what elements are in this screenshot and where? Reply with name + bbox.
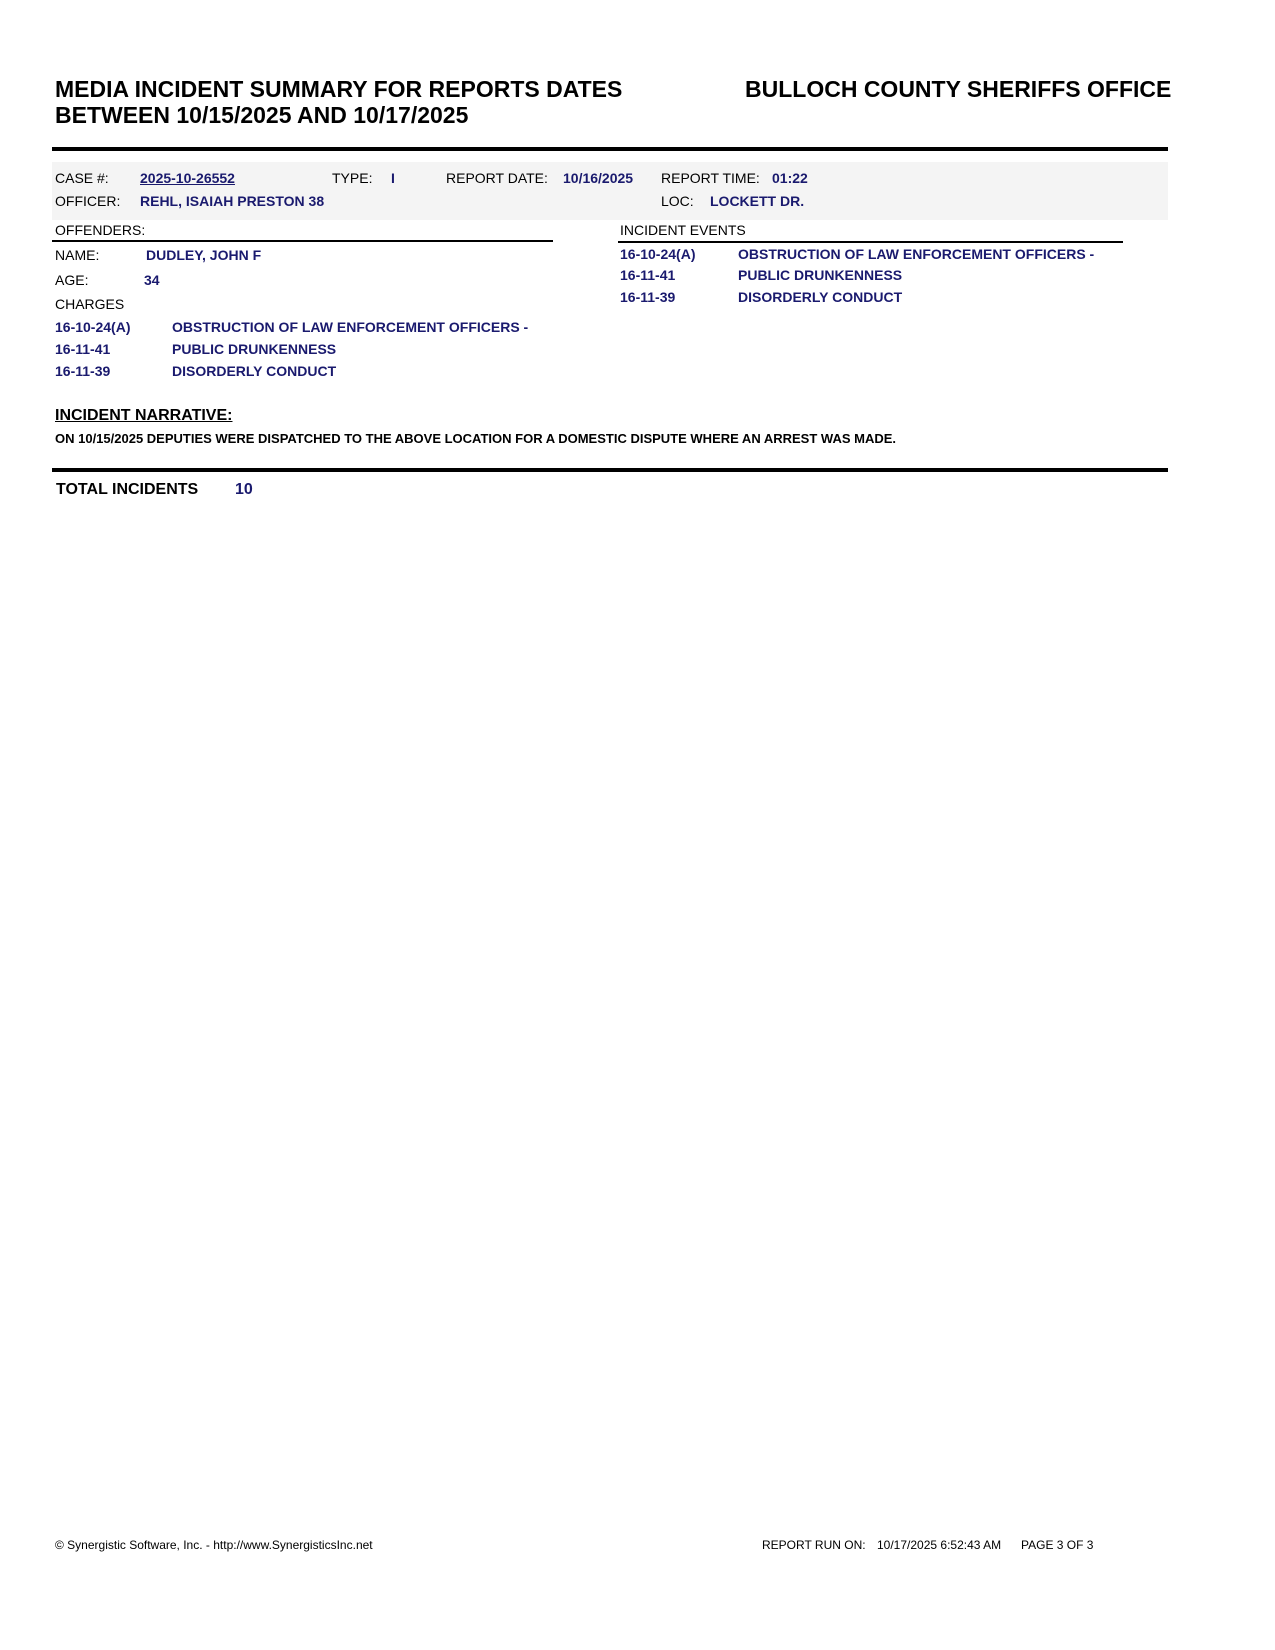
incident-events-heading: INCIDENT EVENTS bbox=[620, 222, 746, 238]
event-description: OBSTRUCTION OF LAW ENFORCEMENT OFFICERS - bbox=[738, 246, 1095, 262]
footer-page-number: PAGE 3 OF 3 bbox=[1021, 1538, 1094, 1552]
narrative-divider bbox=[52, 468, 1168, 472]
case-number-link[interactable]: 2025-10-26552 bbox=[140, 170, 235, 186]
footer-run-value: 10/17/2025 6:52:43 AM bbox=[877, 1538, 1002, 1552]
case-number-label: CASE #: bbox=[55, 170, 109, 186]
total-incidents-value: 10 bbox=[235, 481, 253, 498]
report-title-line2: BETWEEN 10/15/2025 AND 10/17/2025 bbox=[55, 102, 469, 128]
agency-name: BULLOCH COUNTY SHERIFFS OFFICE bbox=[745, 76, 1172, 102]
footer-copyright: © Synergistic Software, Inc. - http://www.SynergisticsInc.net bbox=[55, 1538, 373, 1552]
narrative-text: ON 10/15/2025 DEPUTIES WERE DISPATCHED TO THE ABOVE LOCATION FOR A DOMESTIC DISPUTE WHERE AN ARREST WAS MADE. bbox=[55, 431, 897, 446]
charges-label: CHARGES bbox=[55, 296, 125, 312]
event-code: 16-11-39 bbox=[620, 289, 676, 305]
offenders-divider bbox=[52, 240, 553, 242]
location-label: LOC: bbox=[661, 193, 694, 209]
location-value: LOCKETT DR. bbox=[710, 193, 805, 209]
offender-name-value: DUDLEY, JOHN F bbox=[146, 247, 262, 263]
type-label: TYPE: bbox=[332, 170, 373, 186]
offender-age-value: 34 bbox=[144, 272, 160, 288]
officer-label: OFFICER: bbox=[55, 193, 121, 209]
report-title-line1: MEDIA INCIDENT SUMMARY FOR REPORTS DATES bbox=[55, 76, 623, 102]
charge-description: PUBLIC DRUNKENNESS bbox=[172, 341, 337, 357]
incident-events-divider bbox=[618, 241, 1123, 243]
report-date-label: REPORT DATE: bbox=[446, 170, 548, 186]
event-description: DISORDERLY CONDUCT bbox=[738, 289, 903, 305]
event-code: 16-10-24(A) bbox=[620, 246, 696, 262]
officer-value: REHL, ISAIAH PRESTON 38 bbox=[140, 193, 325, 209]
event-code: 16-11-41 bbox=[620, 267, 676, 283]
charge-code: 16-11-39 bbox=[55, 363, 111, 379]
offender-name-label: NAME: bbox=[55, 247, 100, 263]
report-date-value: 10/16/2025 bbox=[563, 170, 634, 186]
footer-run-label: REPORT RUN ON: bbox=[762, 1538, 866, 1552]
report-time-value: 01:22 bbox=[772, 170, 808, 186]
header-divider bbox=[52, 147, 1168, 151]
offender-age-label: AGE: bbox=[55, 272, 89, 288]
narrative-heading: INCIDENT NARRATIVE: bbox=[55, 407, 233, 424]
charge-description: OBSTRUCTION OF LAW ENFORCEMENT OFFICERS - bbox=[172, 319, 529, 335]
type-value: I bbox=[391, 170, 395, 186]
total-incidents-label: TOTAL INCIDENTS bbox=[56, 481, 199, 498]
offenders-heading: OFFENDERS: bbox=[55, 222, 146, 238]
charge-description: DISORDERLY CONDUCT bbox=[172, 363, 337, 379]
charge-code: 16-10-24(A) bbox=[55, 319, 131, 335]
event-description: PUBLIC DRUNKENNESS bbox=[738, 267, 903, 283]
report-time-label: REPORT TIME: bbox=[661, 170, 760, 186]
charge-code: 16-11-41 bbox=[55, 341, 111, 357]
